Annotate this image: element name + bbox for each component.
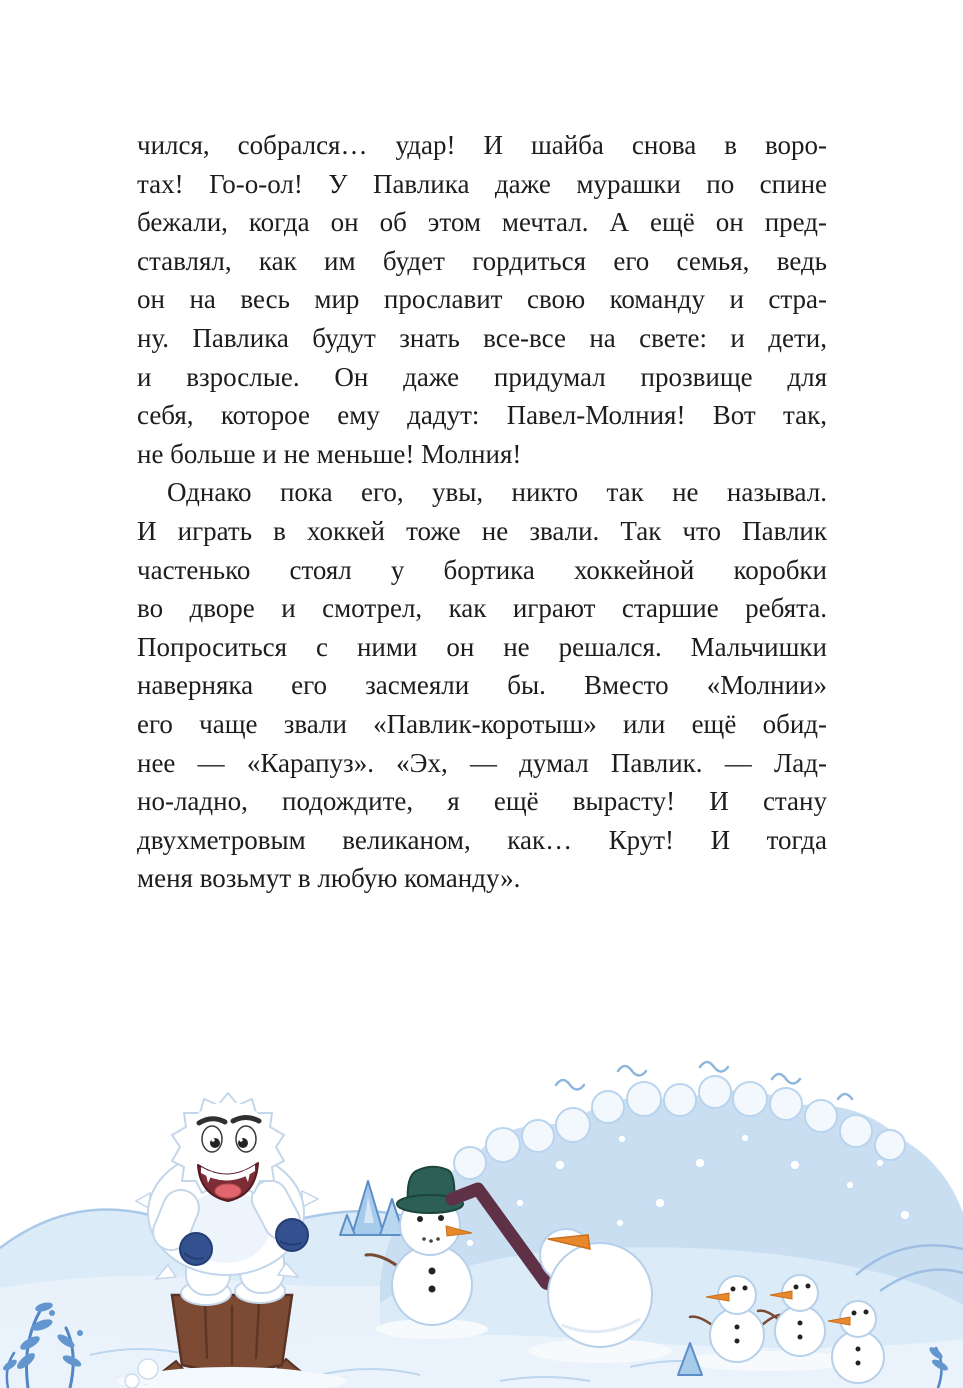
paragraph-1: [137, 126, 827, 473]
text-line: двухметровым великаном, как… Крут! И тогда: [137, 824, 827, 855]
text-line: во дворе и смотрел, как играют старшие ребята.: [137, 593, 827, 624]
text-line: меня возьмут в любую команду».: [137, 863, 521, 894]
text-line: тах! Го-о-ол! У Павлика даже мурашки по спине: [137, 168, 827, 199]
text-line: он на весь мир прославит свою команду и стра-: [137, 284, 827, 315]
story-text: [137, 126, 827, 898]
text-line: чился, собрался… удар! И шайба снова в воро-: [137, 130, 827, 160]
text-line: частенько стоял у бортика хоккейной коробки: [137, 554, 827, 585]
paragraph-2: [137, 473, 827, 898]
text-line: и взрослые. Он даже придумал прозвище для: [137, 361, 827, 392]
text-line: но-ладно, подождите, я ещё вырасту! И стану: [137, 786, 827, 817]
ice-shards-icon: [340, 1181, 404, 1235]
text-line: Попроситься с ними он не решался. Мальчишки: [137, 631, 827, 662]
text-line: не больше и не меньше! Молния!: [137, 438, 522, 469]
text-line: себя, которое ему дадут: Павел-Молния! Вот так,: [137, 400, 827, 431]
text-line: нее — «Карапуз». «Эх, — думал Павлик. — Лад-: [137, 747, 827, 778]
text-line: его чаще звали «Павлик-коротыш» или ещё обид-: [137, 708, 827, 739]
text-line: наверняка его засмеяли бы. Вместо «Молнии»: [137, 670, 827, 701]
text-line: И играть в хоккей тоже не звали. Так что Павлик: [137, 515, 827, 546]
yeti-icon: [136, 1093, 318, 1305]
text-line: Однако пока его, увы, никто так не называл.: [167, 477, 827, 508]
text-line: бежали, когда он об этом мечтал. А ещё он пред-: [137, 207, 827, 238]
text-line: ну. Павлика будут знать все-все на свете: и дети,: [137, 322, 827, 353]
winter-illustration: [0, 1043, 963, 1388]
text-line: ставлял, как им будет гордиться его семья, ведь: [137, 245, 827, 276]
